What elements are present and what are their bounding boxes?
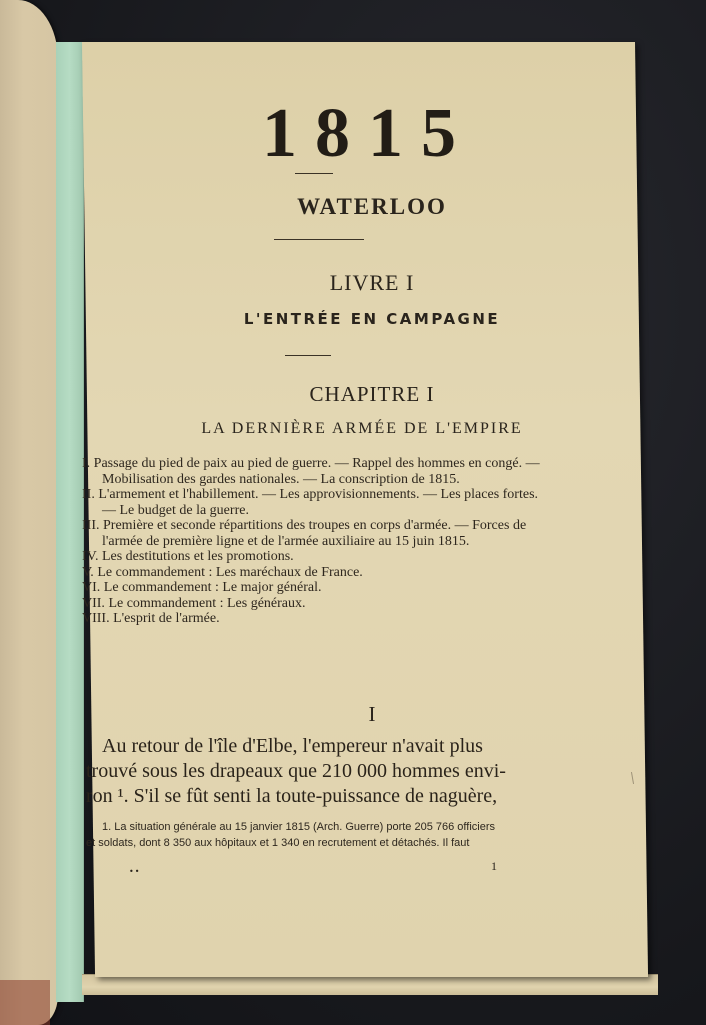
paper-blemish — [631, 772, 634, 784]
left-page-red-edge — [0, 980, 50, 1025]
summary-item — [82, 580, 552, 596]
footnote — [86, 819, 561, 851]
summary-item — [82, 518, 552, 549]
summary-item — [82, 565, 552, 581]
chapter-summary-list — [82, 456, 552, 627]
book-label: LIVRE I — [329, 270, 415, 295]
summary-item — [82, 549, 552, 565]
summary-item-text: Le commandement : Le major général. — [103, 580, 322, 595]
summary-item-text: Passage du pied de paix au pied de guerre. — Rappel des hommes en congé. — Mobilisation des gardes nationales. — La conscription de 1815. — [93, 456, 540, 487]
summary-item-number: VI. — [82, 580, 101, 595]
chapter-label: CHAPITRE I — [309, 382, 435, 406]
printer-signature-mark: •• — [129, 867, 141, 876]
footnote-line: 1. La situation générale au 15 janvier 1815 (Arch. Guerre) porte 205 766 officiers — [102, 821, 495, 833]
summary-item-text: L'esprit de l'armée. — [113, 611, 220, 626]
summary-item — [82, 596, 552, 612]
summary-item — [82, 487, 552, 518]
left-facing-page-edge — [0, 0, 58, 1025]
page-stack-edge — [82, 974, 658, 995]
summary-item-number: IV. — [82, 549, 99, 564]
summary-item-number: VIII. — [82, 611, 110, 626]
body-paragraph — [86, 734, 556, 809]
summary-item-text: Le commandement : Les généraux. — [108, 595, 306, 611]
body-line: Au retour de l'île d'Elbe, l'empereur n'avait plus — [102, 735, 483, 757]
body-line: trouvé sous les drapeaux que 210 000 hommes envi- — [86, 760, 506, 782]
summary-item-text: Première et seconde répartitions des troupes en corps d'armée. — Forces de l'armée de première ligne et de l'armée auxiliaire au 15 juin 1815. — [102, 518, 527, 549]
rule-under-title — [274, 239, 364, 240]
summary-item-number: III. — [82, 518, 100, 533]
chapter-subtitle: LA DERNIÈRE ARMÉE DE L'EMPIRE — [201, 420, 523, 437]
footnote-line: et soldats, dont 8 350 aux hôpitaux et 1 340 en recrutement et détachés. Il faut — [86, 837, 470, 849]
rule-short — [295, 173, 333, 174]
title-heading: WATERLOO — [297, 194, 447, 219]
summary-item — [82, 456, 552, 487]
summary-item-number: I. — [82, 456, 91, 471]
year-heading: 1815 — [262, 95, 474, 172]
page-number: 1 — [491, 859, 497, 873]
rule-under-book — [285, 355, 331, 356]
page-content — [82, 42, 642, 972]
summary-item-number: II. — [82, 487, 95, 502]
book-subtitle: L'ENTRÉE EN CAMPAGNE — [243, 310, 501, 328]
summary-item — [82, 611, 552, 627]
summary-item-number: VII. — [82, 595, 105, 611]
summary-item-text: Les destitutions et les promotions. — [101, 549, 294, 564]
green-binding-strip — [56, 42, 84, 1002]
body-line: ron ¹. S'il se fût senti la toute-puissance de naguère, — [86, 785, 498, 807]
summary-item-text: Le commandement : Les maréchaux de France. — [97, 564, 363, 580]
summary-item-number: V. — [82, 564, 94, 580]
summary-item-text: L'armement et l'habillement. — Les approvisionnements. — Les places fortes. — Le budget de la guerre. — [98, 487, 539, 518]
section-number: I — [368, 702, 376, 726]
